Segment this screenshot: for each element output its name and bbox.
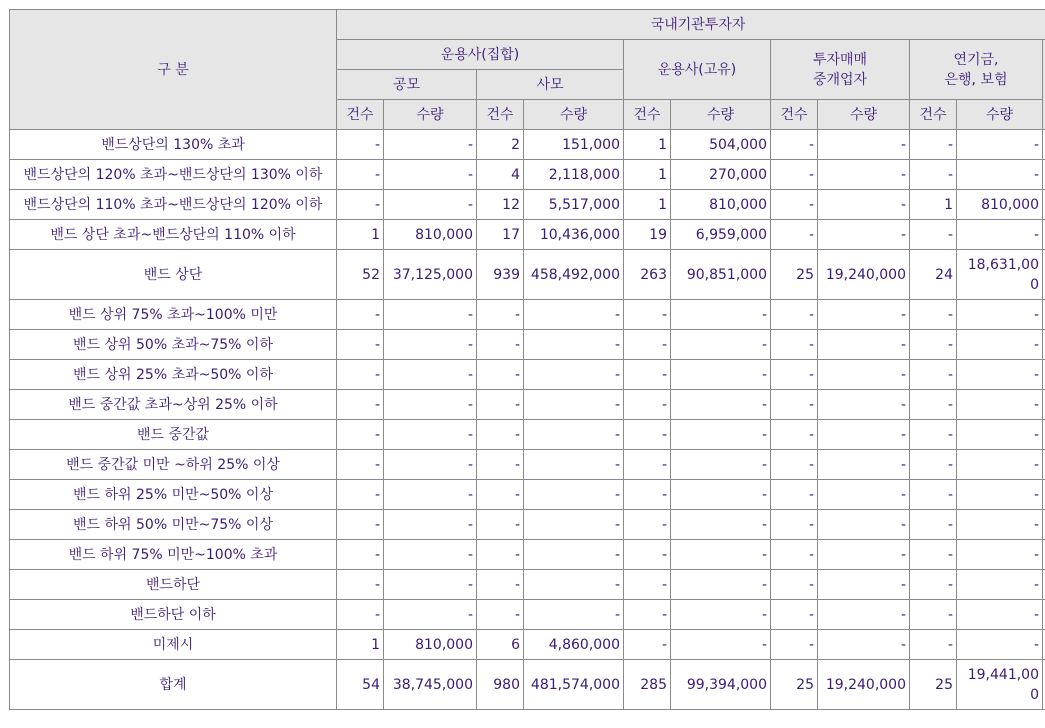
quantity-cell: - (524, 480, 624, 510)
table-row (10, 660, 1045, 710)
count-cell: - (337, 540, 384, 570)
count-cell: 1 (624, 190, 671, 220)
row-label: 밴드 상위 75% 초과~100% 미만 (10, 300, 337, 330)
count-cell: - (771, 360, 818, 390)
quantity-cell: - (671, 630, 771, 660)
quantity-cell: - (524, 540, 624, 570)
quantity-cell: 810,000 (384, 630, 477, 660)
quantity-cell: 5,517,000 (524, 190, 624, 220)
quantity-cell: 458,492,000 (524, 250, 624, 300)
count-cell: 24 (910, 250, 957, 300)
private-header: 사모 (477, 70, 624, 100)
quantity-cell: 810,000 (384, 220, 477, 250)
count-header: 건수 (337, 100, 384, 130)
count-cell: - (477, 300, 524, 330)
quantity-cell: - (957, 630, 1043, 660)
quantity-cell: - (957, 220, 1043, 250)
count-cell: - (771, 450, 818, 480)
count-cell: - (337, 360, 384, 390)
quantity-cell: 99,394,000 (671, 660, 771, 710)
row-label: 밴드 중간값 (10, 420, 337, 450)
count-cell: - (337, 330, 384, 360)
quantity-cell: - (524, 450, 624, 480)
quantity-cell: - (671, 540, 771, 570)
quantity-cell: - (384, 570, 477, 600)
count-cell: - (624, 540, 671, 570)
quantity-cell: 810,000 (957, 190, 1043, 220)
quantity-cell: - (818, 390, 910, 420)
count-cell: - (771, 510, 818, 540)
count-cell: - (477, 330, 524, 360)
count-cell: - (771, 420, 818, 450)
count-cell: - (477, 480, 524, 510)
quantity-cell: 810,000 (671, 190, 771, 220)
count-cell: 1 (624, 130, 671, 160)
quantity-cell: - (957, 390, 1043, 420)
table-body (10, 130, 1045, 710)
quantity-cell: - (384, 480, 477, 510)
count-cell: - (477, 390, 524, 420)
public-header: 공모 (337, 70, 477, 100)
count-cell: - (624, 330, 671, 360)
count-cell: - (910, 390, 957, 420)
count-cell: - (477, 600, 524, 630)
count-cell: - (771, 160, 818, 190)
count-header: 건수 (771, 100, 818, 130)
count-cell: 6 (477, 630, 524, 660)
quantity-cell: - (957, 130, 1043, 160)
count-cell: - (910, 600, 957, 630)
table-row (10, 480, 1045, 510)
quantity-header: 수량 (818, 100, 910, 130)
count-cell: - (910, 160, 957, 190)
table-row (10, 570, 1045, 600)
count-cell: - (477, 540, 524, 570)
am-proprietary-header: 운용사(고유) (624, 40, 771, 100)
quantity-cell: - (671, 570, 771, 600)
row-label: 밴드 중간값 초과~상위 25% 이하 (10, 390, 337, 420)
quantity-cell: 4,860,000 (524, 630, 624, 660)
row-label: 밴드하단 (10, 570, 337, 600)
table-row (10, 160, 1045, 190)
count-cell: - (337, 600, 384, 630)
row-label: 밴드 상단 초과~밴드상단의 110% 이하 (10, 220, 337, 250)
quantity-cell: - (524, 300, 624, 330)
quantity-cell: 37,125,000 (384, 250, 477, 300)
quantity-cell: - (957, 540, 1043, 570)
am-collective-header: 운용사(집합) (337, 40, 624, 70)
quantity-cell: - (671, 420, 771, 450)
quantity-cell: - (524, 360, 624, 390)
quantity-cell: - (384, 130, 477, 160)
count-cell: - (477, 450, 524, 480)
count-cell: 17 (477, 220, 524, 250)
count-cell: - (337, 130, 384, 160)
table-row (10, 130, 1045, 160)
count-cell: - (337, 510, 384, 540)
count-cell: - (477, 570, 524, 600)
count-cell: 1 (624, 160, 671, 190)
table-row (10, 390, 1045, 420)
count-cell: 1 (337, 630, 384, 660)
count-cell: - (771, 300, 818, 330)
count-cell: - (337, 390, 384, 420)
row-label: 밴드 상위 25% 초과~50% 이하 (10, 360, 337, 390)
count-cell: - (477, 360, 524, 390)
quantity-cell: - (384, 330, 477, 360)
quantity-cell: - (818, 600, 910, 630)
count-cell: 12 (477, 190, 524, 220)
quantity-cell: - (957, 570, 1043, 600)
count-cell: - (910, 420, 957, 450)
table-row (10, 220, 1045, 250)
quantity-cell: - (818, 510, 910, 540)
quantity-cell: - (818, 190, 910, 220)
quantity-cell: - (818, 420, 910, 450)
quantity-cell: - (957, 480, 1043, 510)
count-cell: - (771, 540, 818, 570)
count-cell: - (624, 570, 671, 600)
count-cell: - (624, 600, 671, 630)
quantity-cell: 270,000 (671, 160, 771, 190)
quantity-cell: 19,240,000 (818, 250, 910, 300)
quantity-cell: - (957, 510, 1043, 540)
broker-header: 투자매매 중개업자 (771, 40, 910, 100)
count-cell: - (910, 130, 957, 160)
count-cell: - (771, 630, 818, 660)
quantity-cell: - (957, 300, 1043, 330)
quantity-header: 수량 (524, 100, 624, 130)
quantity-cell: - (384, 600, 477, 630)
quantity-cell: - (384, 360, 477, 390)
count-cell: - (910, 570, 957, 600)
count-cell: - (771, 130, 818, 160)
count-cell: 263 (624, 250, 671, 300)
quantity-cell: - (818, 360, 910, 390)
row-label: 밴드 상위 50% 초과~75% 이하 (10, 330, 337, 360)
count-cell: 2 (477, 130, 524, 160)
count-cell: - (477, 420, 524, 450)
count-cell: - (910, 220, 957, 250)
count-cell: - (910, 450, 957, 480)
count-header: 건수 (477, 100, 524, 130)
count-cell: 980 (477, 660, 524, 710)
table-row (10, 330, 1045, 360)
count-cell: - (910, 300, 957, 330)
count-cell: - (910, 480, 957, 510)
quantity-cell: - (957, 160, 1043, 190)
quantity-cell: - (671, 300, 771, 330)
quantity-cell: - (384, 160, 477, 190)
row-label: 밴드 상단 (10, 250, 337, 300)
count-cell: - (337, 450, 384, 480)
row-label: 밴드 하위 50% 미만~75% 이상 (10, 510, 337, 540)
quantity-cell: - (818, 450, 910, 480)
quantity-cell: - (818, 300, 910, 330)
table-row (10, 600, 1045, 630)
quantity-cell: - (818, 330, 910, 360)
category-header: 구 분 (10, 10, 337, 130)
count-cell: - (337, 480, 384, 510)
row-label: 밴드상단의 130% 초과 (10, 130, 337, 160)
count-cell: 1 (337, 220, 384, 250)
quantity-cell: - (957, 600, 1043, 630)
quantity-cell: - (384, 540, 477, 570)
demand-forecast-table (9, 9, 1045, 710)
quantity-cell: - (818, 130, 910, 160)
table-row (10, 510, 1045, 540)
quantity-cell: 18,631,000 (957, 250, 1043, 300)
count-cell: - (337, 190, 384, 220)
domestic-investor-header: 국내기관투자자 (337, 10, 1045, 40)
count-cell: - (910, 360, 957, 390)
count-header: 건수 (910, 100, 957, 130)
table-row (10, 300, 1045, 330)
row-label: 밴드 하위 75% 미만~100% 초과 (10, 540, 337, 570)
row-label: 밴드 중간값 미만 ~하위 25% 이상 (10, 450, 337, 480)
count-cell: - (910, 330, 957, 360)
quantity-cell: 2,118,000 (524, 160, 624, 190)
quantity-cell: - (524, 390, 624, 420)
row-label: 합계 (10, 660, 337, 710)
quantity-cell: - (957, 450, 1043, 480)
count-cell: 25 (910, 660, 957, 710)
quantity-cell: - (524, 330, 624, 360)
count-cell: - (771, 600, 818, 630)
quantity-cell: 19,240,000 (818, 660, 910, 710)
count-cell: - (771, 390, 818, 420)
quantity-cell: - (384, 300, 477, 330)
count-cell: 19 (624, 220, 671, 250)
count-cell: 1 (910, 190, 957, 220)
pension-header: 연기금, 은행, 보험 (910, 40, 1043, 100)
count-cell: 4 (477, 160, 524, 190)
quantity-cell: 38,745,000 (384, 660, 477, 710)
count-cell: 25 (771, 250, 818, 300)
table-row (10, 540, 1045, 570)
quantity-cell: 504,000 (671, 130, 771, 160)
quantity-cell: - (818, 480, 910, 510)
table-row (10, 360, 1045, 390)
quantity-cell: - (671, 330, 771, 360)
row-label: 밴드하단 이하 (10, 600, 337, 630)
count-cell: - (477, 510, 524, 540)
count-cell: - (337, 570, 384, 600)
quantity-cell: - (671, 390, 771, 420)
quantity-cell: - (818, 160, 910, 190)
count-cell: - (337, 160, 384, 190)
quantity-cell: - (384, 190, 477, 220)
count-cell: - (910, 540, 957, 570)
count-cell: - (624, 630, 671, 660)
count-cell: - (337, 420, 384, 450)
table-row (10, 630, 1045, 660)
count-cell: - (771, 220, 818, 250)
table-row (10, 420, 1045, 450)
quantity-cell: - (957, 360, 1043, 390)
count-cell: - (624, 360, 671, 390)
quantity-header: 수량 (384, 100, 477, 130)
count-cell: - (624, 510, 671, 540)
quantity-cell: - (384, 510, 477, 540)
table-row (10, 450, 1045, 480)
count-cell: - (771, 330, 818, 360)
quantity-cell: - (524, 600, 624, 630)
count-cell: - (624, 450, 671, 480)
quantity-cell: - (384, 390, 477, 420)
row-label: 미제시 (10, 630, 337, 660)
table-row (10, 250, 1045, 300)
row-label: 밴드상단의 120% 초과~밴드상단의 130% 이하 (10, 160, 337, 190)
table-row (10, 190, 1045, 220)
quantity-header: 수량 (671, 100, 771, 130)
row-label: 밴드 하위 25% 미만~50% 이상 (10, 480, 337, 510)
count-cell: - (337, 300, 384, 330)
quantity-header: 수량 (957, 100, 1043, 130)
count-cell: - (910, 630, 957, 660)
quantity-cell: 19,441,000 (957, 660, 1043, 710)
quantity-cell: 151,000 (524, 130, 624, 160)
count-cell: 52 (337, 250, 384, 300)
quantity-cell: - (957, 330, 1043, 360)
quantity-cell: - (818, 220, 910, 250)
quantity-cell: - (524, 570, 624, 600)
count-cell: - (771, 190, 818, 220)
quantity-cell: - (671, 480, 771, 510)
count-cell: 285 (624, 660, 671, 710)
quantity-cell: - (671, 360, 771, 390)
count-cell: - (910, 510, 957, 540)
quantity-cell: - (957, 420, 1043, 450)
quantity-cell: 6,959,000 (671, 220, 771, 250)
count-cell: 939 (477, 250, 524, 300)
quantity-cell: 10,436,000 (524, 220, 624, 250)
quantity-cell: 90,851,000 (671, 250, 771, 300)
count-cell: 25 (771, 660, 818, 710)
count-cell: - (624, 480, 671, 510)
quantity-cell: - (671, 450, 771, 480)
row-label: 밴드상단의 110% 초과~밴드상단의 120% 이하 (10, 190, 337, 220)
quantity-cell: - (524, 420, 624, 450)
count-cell: - (624, 300, 671, 330)
quantity-cell: - (384, 450, 477, 480)
quantity-cell: - (671, 600, 771, 630)
quantity-cell: - (818, 570, 910, 600)
count-cell: 54 (337, 660, 384, 710)
quantity-cell: - (384, 420, 477, 450)
quantity-cell: - (671, 510, 771, 540)
quantity-cell: - (524, 510, 624, 540)
count-header: 건수 (624, 100, 671, 130)
count-cell: - (624, 390, 671, 420)
count-cell: - (624, 420, 671, 450)
count-cell: - (771, 570, 818, 600)
quantity-cell: - (818, 630, 910, 660)
count-cell: - (771, 480, 818, 510)
quantity-cell: 481,574,000 (524, 660, 624, 710)
quantity-cell: - (818, 540, 910, 570)
